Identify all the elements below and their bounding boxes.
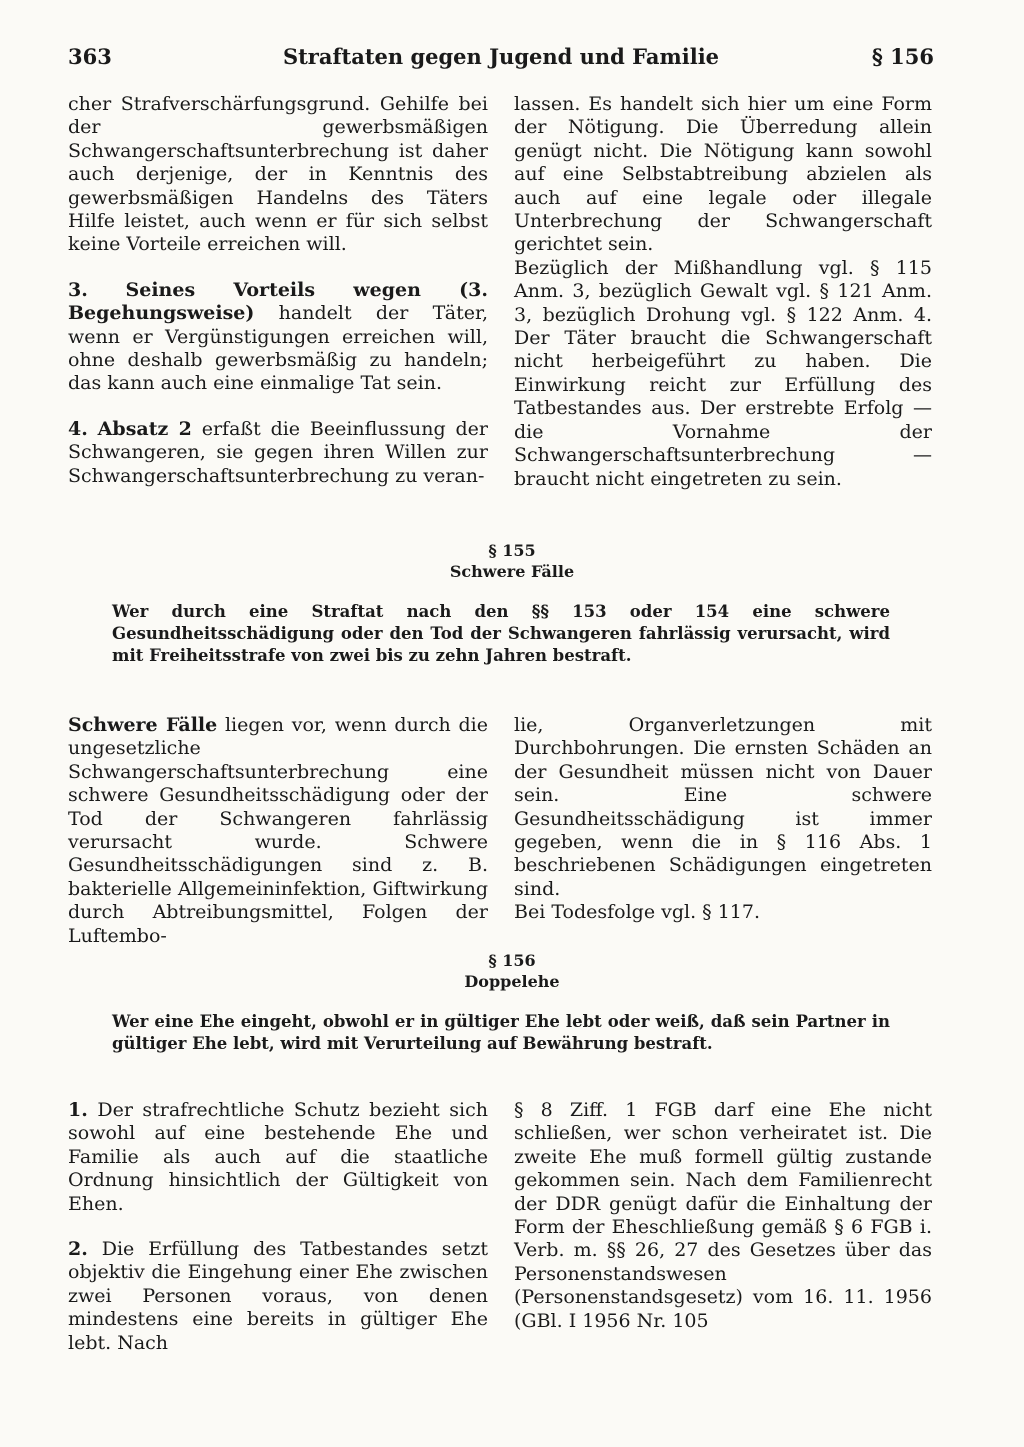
section-155-heading bbox=[0, 540, 1024, 582]
statute-text: Wer eine Ehe eingeht, obwohl er in gültiger Ehe lebt oder weiß, daß sein Partner in gültiger Ehe lebt, wird mit Verurteilung auf Bewährung bestraft. bbox=[112, 1012, 890, 1053]
paragraph: lie, Organverletzungen mit Durchbohrungen. Die ernsten Schäden an der Gesundheit müssen nicht von Dauer sein. Eine schwere Gesundheitsschädigung ist immer gegeben, wenn die in § 116 Abs. 1 beschriebenen Schädigungen eingetreten sind. bbox=[514, 714, 932, 900]
paragraph: lassen. Es handelt sich hier um eine Form der Nötigung. Die Überredung allein genügt nicht. Die Nötigung kann sowohl auf eine Selbstabtreibung abzielen als auch auf eine legale oder illegale Unterbrechung der Schwangerschaft gerichtet sein. bbox=[514, 93, 932, 256]
paragraph: 3. Seines Vorteils wegen (3. Begehungsweise) handelt der Täter, wenn er Vergünstigungen erreichen will, ohne deshalb gewerbsmäßig zu handeln; das kann auch eine einmalige Tat sein. bbox=[68, 278, 488, 395]
section-155-statute bbox=[112, 601, 890, 667]
paragraph: Schwere Fälle liegen vor, wenn durch die ungesetzliche Schwangerschaftsunterbrechung eine schwere Gesundheitsschädigung oder der Tod der Schwangeren fahrlässig verursacht wurde. Schwere Gesundheitsschädigungen sind z. B. bakterielle Allgemeininfektion, Giftwirkung durch Abtreibungsmittel, Folgen der Luftembo- bbox=[68, 714, 488, 947]
section-156-heading bbox=[0, 950, 1024, 992]
paragraph: Bezüglich der Mißhandlung vgl. § 115 Anm. 3, bezüglich Gewalt vgl. § 121 Anm. 3, bezüglich Drohung vgl. § 122 Anm. 4. Der Täter braucht die Schwangerschaft nicht herbeigeführt zu haben. Die Einwirkung reicht zur Erfüllung des Tatbestandes aus. Der erstrebte Erfolg — die Vornahme der Schwangerschaftsunterbrechung — braucht nicht eingetreten zu sein. bbox=[514, 256, 932, 490]
paragraph: 1. Der strafrechtliche Schutz bezieht sich sowohl auf eine bestehende Ehe und Familie als auch auf die staatliche Ordnung hinsichtlich der Gültigkeit von Ehen. bbox=[68, 1099, 488, 1215]
section-title: Doppelehe bbox=[464, 972, 560, 991]
section-156-statute bbox=[112, 1011, 890, 1055]
section-number: § 155 bbox=[488, 541, 536, 560]
section-156-left-column bbox=[68, 1099, 488, 1355]
paragraph: 2. Die Erfüllung des Tatbestandes setzt objektiv die Eingehung einer Ehe zwischen zwei Personen voraus, von denen mindestens eine bereits in gültiger Ehe lebt. Nach bbox=[68, 1238, 488, 1354]
page-number: 363 bbox=[68, 44, 112, 69]
paragraph: § 8 Ziff. 1 FGB darf eine Ehe nicht schließen, wer schon verheiratet ist. Die zweite Ehe muß formell gültig zustande gekommen sein. Nach dem Familienrecht der DDR genügt dafür die Einhaltung der Form der Eheschließung gemäß § 6 FGB i. Verb. m. §§ 26, 27 des Gesetzes über das Personenstandswesen (Personenstandsgesetz) vom 16. 11. 1956 (GBl. I 1956 Nr. 105 bbox=[514, 1099, 932, 1332]
block1-left-column bbox=[68, 93, 488, 488]
paragraph: 4. Absatz 2 erfaßt die Beeinflussung der Schwangeren, sie gegen ihren Willen zur Schwangerschaftsunterbrechung zu veran- bbox=[68, 417, 488, 487]
running-header bbox=[68, 44, 934, 72]
section-156-right-column bbox=[514, 1099, 932, 1333]
section-marker: § 156 bbox=[871, 44, 934, 69]
statute-text: Wer durch eine Straftat nach den §§ 153 oder 154 eine schwere Gesundheitsschädigung oder den Tod der Schwangeren fahrlässig verursacht, wird mit Freiheitsstrafe von zwei bis zu zehn Jahren bestraft. bbox=[112, 602, 890, 665]
paragraph: Bei Todesfolge vgl. § 117. bbox=[514, 901, 761, 924]
chapter-title: Straftaten gegen Jugend und Familie bbox=[282, 44, 720, 69]
section-155-right-column bbox=[514, 714, 932, 925]
section-title: Schwere Fälle bbox=[449, 562, 575, 581]
section-155-left-column bbox=[68, 714, 488, 948]
section-number: § 156 bbox=[488, 951, 536, 970]
block1-right-column bbox=[514, 93, 932, 491]
paragraph: cher Strafverschärfungsgrund. Gehilfe bei der gewerbsmäßigen Schwangerschaftsunterbrechung ist daher auch derjenige, der in Kenntnis des gewerbsmäßigen Handelns des Täters Hilfe leistet, auch wenn er für sich selbst keine Vorteile erreichen will. bbox=[68, 93, 488, 256]
